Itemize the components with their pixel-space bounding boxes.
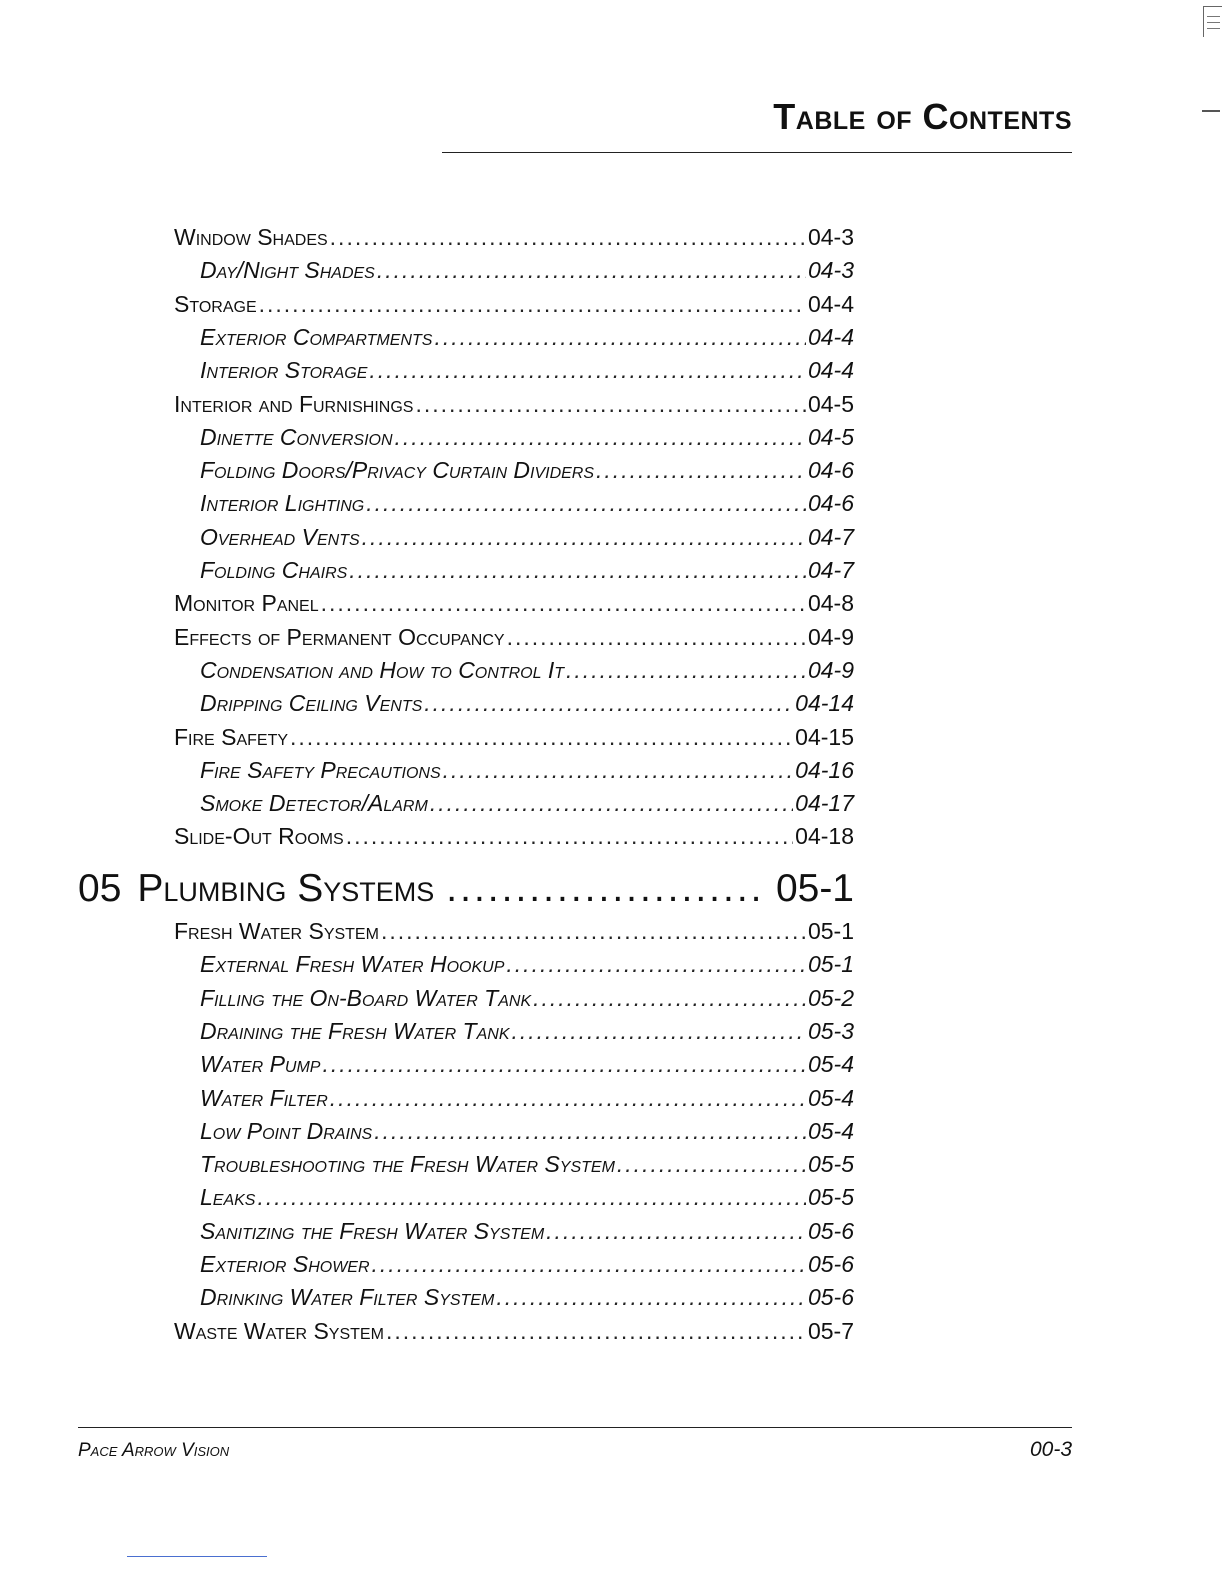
toc-entry-page-number: 05-7 <box>807 1317 854 1344</box>
link-underline-artifact <box>127 1556 267 1557</box>
toc-entry-label: Interior Lighting <box>200 490 365 517</box>
toc-entry[interactable] <box>174 722 854 752</box>
toc-entry[interactable] <box>200 1216 854 1246</box>
footer-divider <box>78 1427 1072 1428</box>
toc-entry-page-number: 04-4 <box>807 290 854 317</box>
toc-entry[interactable] <box>200 355 854 385</box>
toc-entry[interactable] <box>174 222 854 252</box>
toc-entry-label: Exterior Shower <box>200 1251 370 1277</box>
dot-leader <box>321 588 806 618</box>
toc-entry-page-number: 04-4 <box>807 357 854 384</box>
toc-entry-label: Sanitizing the Fresh Water System <box>200 1217 545 1244</box>
toc-entry-label: Troubleshooting the Fresh Water System <box>200 1151 615 1178</box>
toc-entry[interactable] <box>200 983 854 1013</box>
dot-leader <box>386 1316 806 1346</box>
toc-entry-label: Low Point Drains <box>200 1117 373 1144</box>
toc-entry[interactable] <box>200 1049 854 1079</box>
dot-leader <box>566 655 806 685</box>
toc-entry-page-number: 04-14 <box>795 690 854 717</box>
toc-entry-label: Waste Water System <box>174 1317 384 1344</box>
toc-entry-label: Overhead Vents <box>200 523 360 550</box>
toc-entry[interactable] <box>200 1182 854 1212</box>
toc-entry-label: Window Shades <box>174 224 328 250</box>
toc-entry-page-number: 05-6 <box>807 1251 854 1277</box>
dot-leader <box>507 622 806 652</box>
dot-leader <box>434 322 806 352</box>
toc-entry[interactable] <box>200 655 854 685</box>
toc-entry-label: Water Filter <box>200 1084 328 1111</box>
toc-entry[interactable] <box>174 588 854 618</box>
toc-entry-page-number: 05-5 <box>807 1184 854 1211</box>
toc-entry-page-number: 05-6 <box>807 1217 854 1244</box>
toc-entry-label: Dinette Conversion <box>200 423 393 450</box>
toc-entry[interactable] <box>200 1282 854 1312</box>
toc-entry[interactable] <box>200 1016 854 1046</box>
toc-entry[interactable] <box>200 255 854 285</box>
toc-entry-label: Draining the Fresh Water Tank <box>200 1017 510 1044</box>
chapter-title: Plumbing Systems <box>137 867 435 910</box>
toc-entry-label: Exterior Compartments <box>200 323 433 350</box>
dot-leader <box>596 455 806 485</box>
dot-leader <box>377 255 806 285</box>
dot-leader <box>369 355 806 385</box>
toc-entry-label: Fire Safety <box>174 723 289 750</box>
dot-leader <box>366 488 806 518</box>
dot-leader <box>512 1016 806 1046</box>
toc-entry-page-number: 04-7 <box>807 523 854 550</box>
toc-entry-page-number: 04-3 <box>807 224 854 250</box>
toc-entry[interactable] <box>200 1116 854 1146</box>
dot-leader <box>496 1282 806 1312</box>
toc-entry[interactable] <box>174 821 854 851</box>
toc-entry-page-number: 05-1 <box>807 918 854 944</box>
dot-leader <box>362 522 806 552</box>
toc-entry-label: Drinking Water Filter System <box>200 1284 495 1311</box>
toc-entry-page-number: 04-5 <box>807 423 854 450</box>
toc-entry-page-number: 04-5 <box>807 390 854 417</box>
dot-leader <box>446 865 768 913</box>
dot-leader <box>415 389 805 419</box>
dot-leader <box>546 1216 806 1246</box>
toc-entry[interactable] <box>200 949 854 979</box>
dot-leader <box>506 949 806 979</box>
toc-entry-label: Fresh Water System <box>174 918 379 944</box>
toc-entry-page-number: 05-2 <box>807 984 854 1011</box>
toc-entry-label: Smoke Detector/Alarm <box>200 790 428 817</box>
toc-entry-page-number: 05-1 <box>807 951 854 978</box>
toc-entry-label: Monitor Panel <box>174 590 319 617</box>
toc-entry-page-number: 04-6 <box>807 457 854 484</box>
dot-leader <box>430 788 793 818</box>
dot-leader <box>424 688 793 718</box>
toc-entry-page-number: 05-6 <box>807 1284 854 1311</box>
dot-leader <box>346 821 793 851</box>
toc-entry[interactable] <box>174 389 854 419</box>
toc-entry-label: Slide-Out Rooms <box>174 823 344 850</box>
toc-entry[interactable] <box>200 422 854 452</box>
toc-entry-page-number: 04-7 <box>807 557 854 583</box>
toc-entry-label: Leaks <box>200 1184 256 1211</box>
toc-entry-page-number: 04-4 <box>807 323 854 350</box>
toc-entry-label: Interior and Furnishings <box>174 390 414 417</box>
toc-entry[interactable] <box>200 688 854 718</box>
toc-entry-page-number: 05-3 <box>807 1017 854 1044</box>
dot-leader <box>257 1182 805 1212</box>
toc-entry-page-number: 04-6 <box>807 490 854 517</box>
dot-leader <box>617 1149 806 1179</box>
dot-leader <box>349 555 806 585</box>
toc-entry-label: Effects of Permanent Occupancy <box>174 623 505 650</box>
scan-dash <box>1202 110 1220 112</box>
toc-entry[interactable] <box>200 522 854 552</box>
toc-entry[interactable] <box>200 788 854 818</box>
dot-leader <box>443 755 794 785</box>
chapter-heading-05[interactable] <box>78 865 854 913</box>
page-title: Table of Contents <box>773 96 1072 137</box>
toc-entry[interactable] <box>200 555 854 585</box>
toc-entry-page-number: 05-5 <box>807 1151 854 1178</box>
toc-entry-label: Filling the On-Board Water Tank <box>200 984 532 1011</box>
toc-entry-page-number: 04-9 <box>807 656 854 683</box>
toc-entry-label: Day/Night Shades <box>200 257 375 284</box>
toc-entry-page-number: 05-4 <box>807 1117 854 1144</box>
toc-entry[interactable] <box>174 916 854 946</box>
dot-leader <box>259 289 806 319</box>
toc-entry[interactable] <box>200 322 854 352</box>
toc-entry[interactable] <box>174 1316 854 1346</box>
toc-entry-label: External Fresh Water Hookup <box>200 951 505 978</box>
toc-entry[interactable] <box>200 755 854 785</box>
dot-leader <box>381 916 806 946</box>
toc-entry-page-number: 04-15 <box>795 723 854 750</box>
toc-entry-label: Storage <box>174 290 257 317</box>
dot-leader <box>395 422 806 452</box>
toc-entry-label: Dripping Ceiling Vents <box>200 690 423 717</box>
toc-entry-page-number: 04-16 <box>795 756 854 783</box>
toc-entry-label: Fire Safety Precautions <box>200 756 441 783</box>
toc-entry[interactable] <box>200 1083 854 1113</box>
toc-entry-page-number: 05-4 <box>807 1084 854 1111</box>
toc-entry-label: Folding Doors/Privacy Curtain Dividers <box>200 457 595 484</box>
dot-leader <box>533 983 806 1013</box>
chapter-number: 05 <box>78 867 122 910</box>
toc-entry-page-number: 05-4 <box>807 1051 854 1078</box>
toc-entry[interactable] <box>174 289 854 319</box>
footer-manual-title: Pace Arrow Vision <box>78 1440 230 1461</box>
toc-entry[interactable] <box>200 488 854 518</box>
toc-entry-page-number: 04-3 <box>807 257 854 284</box>
toc-entry[interactable] <box>200 1149 854 1179</box>
dot-leader <box>374 1116 806 1146</box>
toc-entry-page-number: 04-18 <box>795 823 854 850</box>
toc-entry-page-number: 04-17 <box>795 790 854 817</box>
dot-leader <box>330 1083 806 1113</box>
toc-entry[interactable] <box>200 1249 854 1279</box>
dot-leader <box>290 722 793 752</box>
dot-leader <box>322 1049 805 1079</box>
toc-entry-label: Water Pump <box>200 1051 321 1078</box>
toc-entry-label: Condensation and How to Control It <box>200 656 565 683</box>
toc-entry-page-number: 04-9 <box>807 623 854 650</box>
title-divider <box>442 152 1072 153</box>
toc-entry[interactable] <box>200 455 854 485</box>
toc-entry[interactable] <box>174 622 854 652</box>
toc-entry-label: Folding Chairs <box>200 557 348 583</box>
dot-leader <box>372 1249 806 1279</box>
toc-entry-label: Interior Storage <box>200 357 368 384</box>
dot-leader <box>330 222 806 252</box>
footer-page-number: 00-3 <box>1029 1438 1072 1461</box>
toc-entry-page-number: 04-8 <box>807 590 854 617</box>
chapter-page-number: 05-1 <box>775 867 854 910</box>
corner-scan-mark <box>1203 6 1222 37</box>
